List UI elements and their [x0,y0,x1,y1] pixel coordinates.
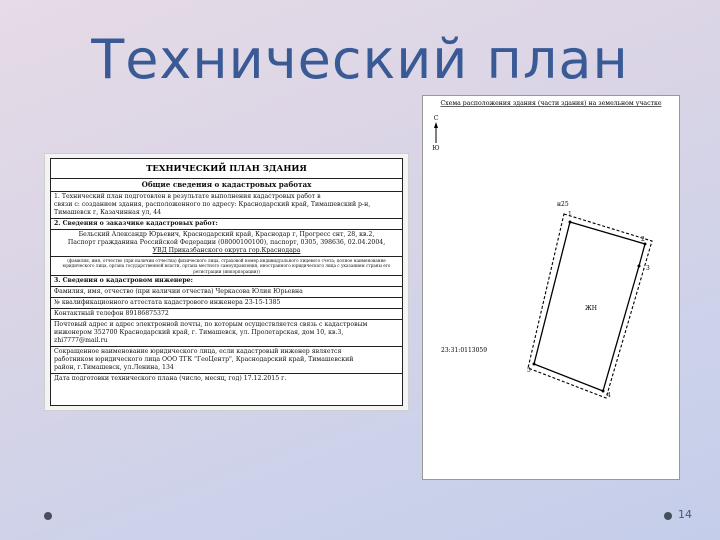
section-2-note: (фамилия, имя, отчество (при наличии отчества) физического лица, страховой номер индивидуального лицевого счета; полное наименование юридического лица, органа государственной власти, органа местного самоуправления, иностранного юридического лица с указанием страны его регистрации (инкорпорации)) [51,257,402,276]
building-location-scheme [422,95,680,480]
svg-text:1: 1 [568,211,572,218]
label-n25: н25 [557,201,569,208]
section-1: 1. Технический план подготовлен в результате выполнения кадастровых работ в связи с: созданием здания, расположенного по адресу: Краснодарский край, Тимашевский р-н, Тимашевск г, Казачинная ул, 44 [51,192,402,219]
svg-text:5: 5 [527,367,531,374]
section-2-customer: Бельский Александр Юрьевич, Краснодарский край, Краснодар г, Прогресс снт, 28, кв.2, Паспорт гражданина Российской Федерации (08000100100), паспорт, 0305, 398636, 02.04.2004, УВД Приказбанского округа гор.Краснодара [51,230,402,257]
svg-text:2: 2 [641,236,645,243]
scheme-drawing [423,96,681,481]
slide-title: Технический план [91,28,629,91]
north-arrow-icon [432,115,439,152]
section-3-header: 3. Сведения о кадастровом инженере: [51,276,402,287]
engineer-organization: Сокращенное наименование юридического лица, если кадастровый инженер является работником юридического лица ООО ТГК "ГеоЦентр", Краснодарский край, Тимашевский район, г.Тимашевск, ул.Ленина, 134 [51,347,402,374]
svg-text:Ю: Ю [432,145,440,152]
footer-left-dot [44,512,52,520]
scheme-title: Схема расположения здания (части здания) на земельном участке [440,100,662,107]
footer-right-dot [664,512,672,520]
engineer-phone: Контактный телефон 89186875372 [51,309,402,320]
engineer-address: Почтовый адрес и адрес электронной почты, по которым осуществляется связь с кадастровым инженером 352700 Краснодарский край, г. Тимашевск, ул. Пролетарская, дом 10, кв.3, zhi7777@mail.ru [51,320,402,347]
section-2-header: 2. Сведения о заказчике кадастровых работ: [51,219,402,230]
slide-number: 14 [678,508,692,521]
svg-text:4: 4 [607,392,611,399]
point-4 [602,390,612,400]
svg-text:3: 3 [646,265,650,272]
preparation-date: Дата подготовки технического плана (число, месяц, год) 17.12.2015 г. [54,374,287,382]
document-title: ТЕХНИЧЕСКИЙ ПЛАН ЗДАНИЯ [51,159,402,179]
engineer-certificate: № квалификационного аттестата кадастрового инженера 23-15-1385 [51,298,402,309]
general-info-header: Общие сведения о кадастровых работах [51,179,402,192]
point-1 [568,211,572,224]
point-2 [641,236,647,246]
technical-plan-document [44,153,409,411]
svg-text:С: С [433,115,439,122]
engineer-name: Фамилия, имя, отчество (при наличии отчества) Черкасова Юлия Юрьевна [51,287,402,298]
building-label: ЖН [585,305,597,312]
point-5 [527,363,536,375]
parcel-cadastral-number: 23:31:0113059 [441,347,488,354]
